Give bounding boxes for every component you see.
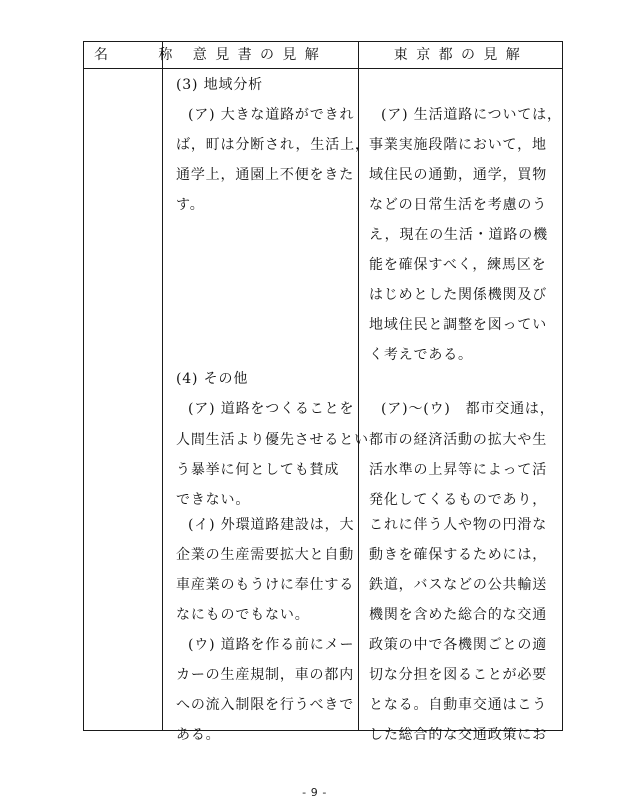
- r1-line-1: (ア) 生活道路については，: [381, 107, 562, 123]
- r1-line-3: 域住民の通勤，通学，買物: [369, 167, 548, 183]
- r2-line-4: 発化してくるものであり，: [369, 492, 548, 508]
- s4i-line-3: 車産業のもうけに奉仕する: [176, 577, 355, 593]
- r1-line-9: く考えである。: [369, 347, 473, 363]
- r1-line-6: 能を確保すべく，練馬区を: [369, 257, 547, 273]
- s4u-line-1: (ウ) 道路を作る前にメー: [188, 637, 355, 653]
- r2-line-6: 動きを確保するためには，: [369, 547, 548, 563]
- r1-line-5: え，現在の生活・道路の機: [369, 227, 548, 243]
- r2-line-7: 鉄道，バスなどの公共輸送: [369, 577, 548, 593]
- section-4-title: (4) その他: [176, 371, 249, 387]
- s4a-line-2: 人間生活より優先させるとい: [176, 432, 369, 448]
- r1-line-7: はじめとした関係機関及び: [369, 287, 548, 303]
- r1-line-4: などの日常生活を考慮のう: [369, 197, 548, 213]
- s3a-line-3: 通学上，通園上不便をきた: [176, 167, 355, 183]
- header-tokyo: 東京都の見解: [393, 47, 529, 63]
- s4i-line-4: なにものでもない。: [176, 607, 310, 623]
- r2-line-11: となる。自動車交通はこう: [369, 697, 548, 713]
- s4a-line-1: (ア) 道路をつくることを: [188, 401, 355, 417]
- header-opinion: 意見書の見解: [192, 47, 328, 63]
- header-name: 名 称: [94, 47, 191, 63]
- s4u-line-3: への流入制限を行うべきで: [176, 697, 355, 713]
- r2-line-10: 切な分担を図ることが必要: [369, 667, 548, 683]
- r2-line-1: (ア)～(ウ) 都市交通は，: [381, 401, 555, 417]
- section-3-title: (3) 地域分析: [176, 77, 264, 93]
- s4u-line-2: カーの生産規制，車の都内: [176, 667, 355, 683]
- s3a-line-1: (ア) 大きな道路ができれ: [188, 107, 355, 123]
- page-number: - 9 -: [302, 786, 327, 799]
- r2-line-12: した総合的な交通政策にお: [369, 727, 548, 743]
- s3a-line-4: す。: [176, 197, 205, 213]
- s4a-line-4: できない。: [176, 492, 251, 508]
- r2-line-9: 政策の中で各機関ごとの適: [369, 637, 548, 653]
- r2-line-5: これに伴う人や物の円滑な: [369, 517, 548, 533]
- column-divider-1: [162, 42, 163, 730]
- r1-line-2: 事業実施段階において，地: [369, 137, 547, 153]
- r2-line-8: 機関を含めた総合的な交通: [369, 607, 548, 623]
- r1-line-8: 地域住民と調整を図ってい: [369, 317, 548, 333]
- r2-line-3: 活水準の上昇等によって活: [369, 462, 548, 478]
- s4i-line-1: (イ) 外環道路建設は，大: [188, 517, 355, 533]
- s4i-line-2: 企業の生産需要拡大と自動: [176, 547, 355, 563]
- r2-line-2: 都市の経済活動の拡大や生: [369, 432, 548, 448]
- s4u-line-4: ある。: [176, 727, 221, 743]
- s4a-line-3: う暴挙に何としても賛成: [176, 462, 340, 478]
- header-divider: [84, 68, 562, 69]
- s3a-line-2: ば，町は分断され，生活上，: [176, 137, 370, 153]
